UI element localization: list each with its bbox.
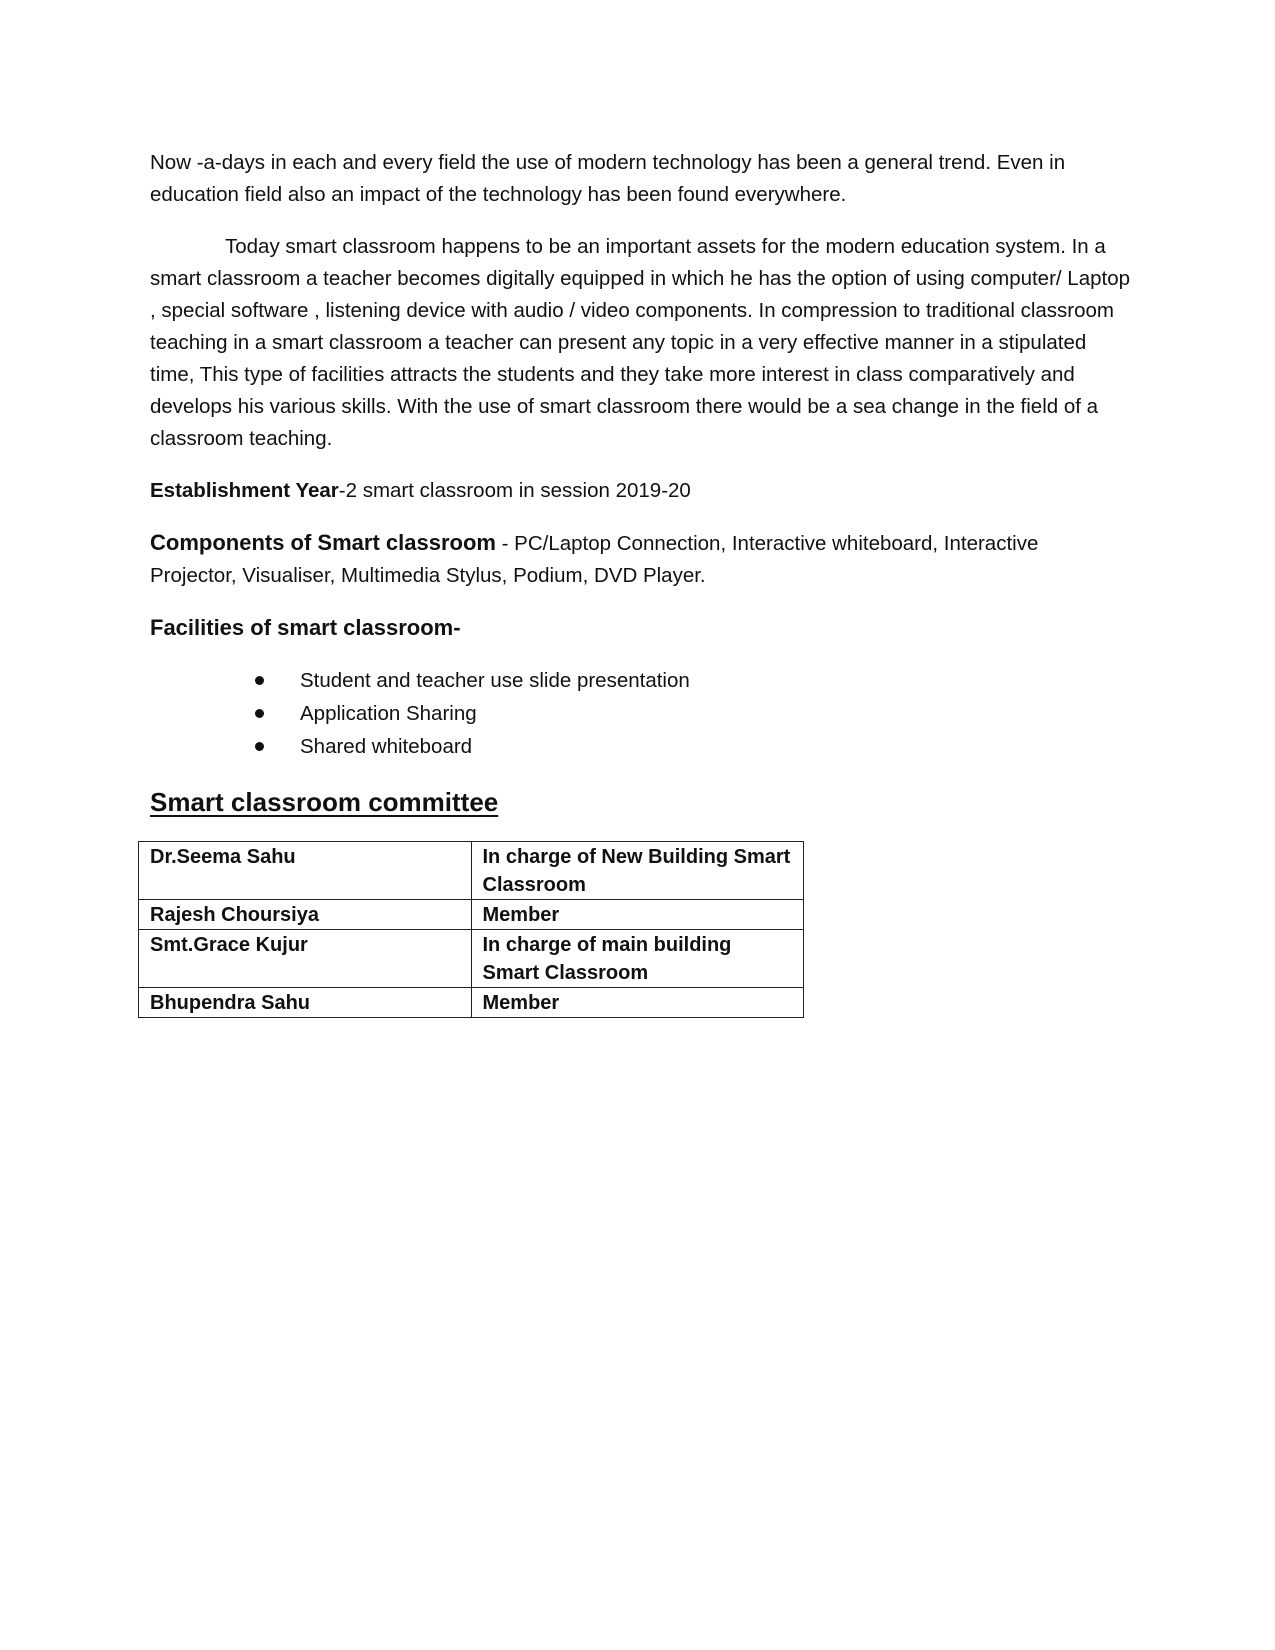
components-paragraph [150, 527, 1130, 592]
member-role: Member [471, 900, 804, 930]
list-item-text: Application Sharing [300, 702, 477, 725]
member-name: Smt.Grace Kujur [139, 930, 472, 988]
list-item-text: Shared whiteboard [300, 735, 473, 758]
bullet-icon [255, 709, 264, 718]
establishment-line [150, 475, 1130, 507]
member-name: Bhupendra Sahu [139, 988, 472, 1018]
list-item [255, 697, 1130, 730]
table-row [139, 988, 804, 1018]
intro-paragraph: Now -a-days in each and every field the use of modern technology has been a general trend. Even in education field also an impact of the technology has been found everywhere. [150, 151, 1066, 206]
bullet-icon [255, 676, 264, 685]
bullet-icon [255, 742, 264, 751]
components-label: Components of Smart classroom [150, 530, 496, 555]
table-row [139, 842, 804, 900]
list-item [255, 664, 1130, 697]
member-role: In charge of New Building Smart Classroom [471, 842, 804, 900]
table-row [139, 900, 804, 930]
establishment-label: Establishment Year [150, 479, 339, 502]
committee-table [138, 841, 804, 1018]
facilities-list [150, 664, 1130, 763]
committee-title: Smart classroom committee [150, 787, 499, 817]
member-name: Dr.Seema Sahu [139, 842, 472, 900]
components-text: - PC/Laptop Connection, Interactive whiteboard, Interactive Projector, Visualiser, Multimedia Stylus, Podium, DVD Player. [150, 532, 1039, 587]
establishment-text: -2 smart classroom in session 2019-20 [338, 479, 691, 502]
facilities-heading: Facilities of smart classroom- [150, 615, 461, 640]
member-role: In charge of main building Smart Classroom [471, 930, 804, 988]
document-content [150, 147, 1130, 1018]
table-row [139, 930, 804, 988]
list-item-text: Student and teacher use slide presentation [300, 669, 690, 692]
list-item [255, 730, 1130, 763]
member-role: Member [471, 988, 804, 1018]
member-name: Rajesh Choursiya [139, 900, 472, 930]
smart-classroom-paragraph: Today smart classroom happens to be an important assets for the modern education system. In a smart classroom a teacher becomes digitally equipped in which he has the option of using computer/ Laptop , special software , listening device with audio / video components. In compression to traditional classroom teaching in a smart classroom a teacher can present any topic in a very effective manner in a stipulated time, This type of facilities attracts the students and they take more interest in class comparatively and develops his various skills. With the use of smart classroom there would be a sea change in the field of a classroom teaching. [150, 235, 1131, 450]
